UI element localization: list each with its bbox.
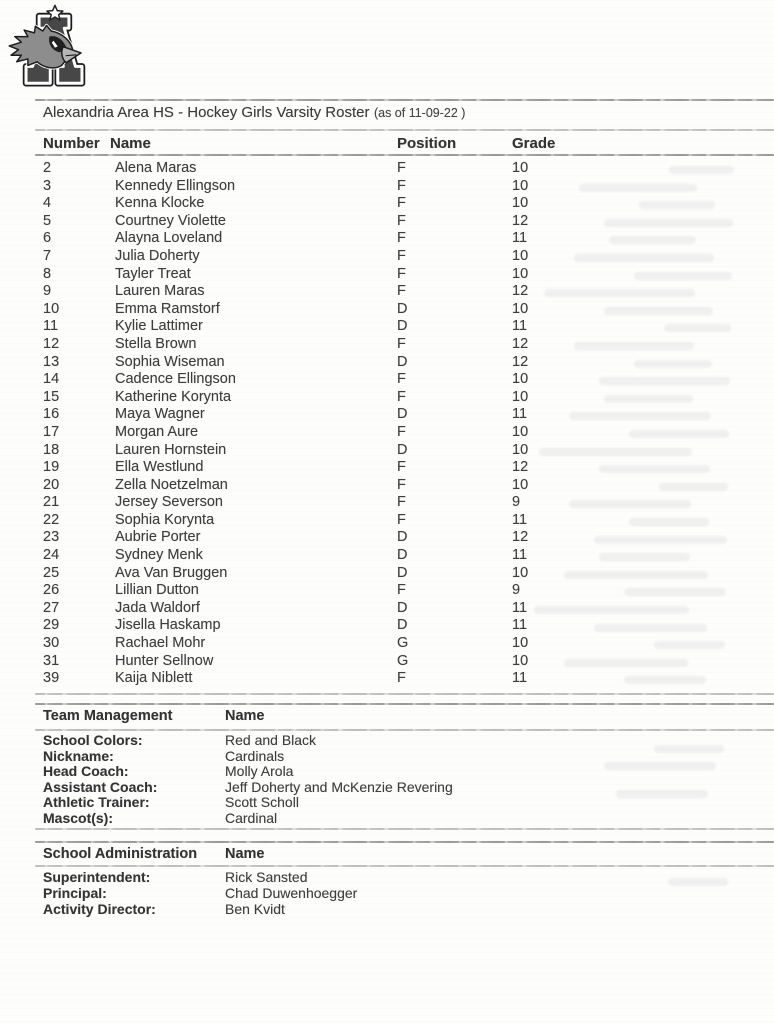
player-number: 17: [43, 423, 60, 440]
player-grade: 10: [512, 247, 529, 264]
player-grade: 10: [512, 476, 529, 493]
player-position: D: [397, 300, 408, 317]
player-position: F: [397, 177, 406, 194]
player-number: 2: [43, 160, 52, 176]
info-value: Ben Kvidt: [225, 901, 285, 917]
player-name: Morgan Aure: [115, 423, 199, 440]
player-grade: 11: [512, 547, 528, 564]
roster-row: [43, 512, 643, 530]
title-main: Alexandria Area HS - Hockey Girls Varsity Roster: [43, 104, 370, 121]
info-label: Assistant Coach:: [43, 778, 158, 795]
player-position: F: [397, 160, 406, 176]
player-position: D: [397, 441, 408, 458]
roster-row: [43, 283, 643, 301]
roster-row: [43, 178, 643, 196]
info-value: Cardinal: [225, 809, 278, 826]
player-name: Sydney Menk: [115, 547, 203, 564]
roster-row: [43, 213, 643, 231]
info-row: [43, 901, 683, 917]
info-row: [43, 749, 683, 765]
player-position: D: [397, 599, 408, 616]
header-number: Number: [43, 135, 100, 152]
player-position: F: [397, 511, 406, 528]
school-administration-header: [43, 846, 603, 862]
info-value: Jeff Doherty and McKenzie Revering: [225, 778, 453, 795]
player-name: Hunter Sellnow: [115, 652, 214, 669]
info-label: Head Coach:: [43, 763, 129, 780]
player-number: 3: [43, 177, 52, 194]
player-position: G: [397, 652, 409, 669]
player-name: Lauren Maras: [115, 283, 205, 300]
player-grade: 10: [512, 177, 529, 194]
player-number: 26: [43, 582, 60, 599]
roster-row: [43, 195, 643, 213]
roster-row: [43, 371, 643, 389]
player-name: Kenna Klocke: [115, 195, 205, 212]
player-number: 27: [43, 599, 60, 616]
player-position: F: [397, 582, 406, 599]
school-administration-list: [43, 869, 683, 917]
player-grade: 12: [512, 212, 529, 229]
player-number: 18: [43, 441, 60, 458]
school-logo: [6, 3, 102, 100]
player-number: 25: [43, 564, 60, 581]
roster-row: [43, 617, 643, 635]
info-row: [43, 764, 683, 780]
player-number: 39: [43, 670, 60, 687]
roster-row: [43, 160, 643, 178]
info-row: [43, 780, 683, 796]
roster-row: [43, 582, 643, 600]
info-row: [43, 733, 683, 749]
player-position: F: [397, 283, 406, 300]
name-column-label: Name: [225, 708, 265, 724]
player-name: Kaija Niblett: [115, 670, 193, 687]
player-position: D: [397, 353, 408, 370]
roster-row: [43, 230, 643, 248]
player-grade: 12: [512, 335, 529, 352]
roster-row: [43, 494, 643, 512]
player-number: 8: [43, 265, 52, 282]
roster-column-headers: [43, 135, 643, 152]
player-name: Lauren Hornstein: [115, 441, 227, 458]
player-grade: 11: [512, 230, 528, 247]
info-label: Superintendent:: [43, 869, 151, 885]
info-row: [43, 869, 683, 885]
player-grade: 10: [512, 441, 529, 458]
player-grade: 10: [512, 160, 529, 176]
player-grade: 9: [512, 494, 521, 511]
player-position: D: [397, 564, 408, 581]
player-name: Courtney Violette: [115, 212, 226, 229]
player-number: 6: [43, 230, 52, 247]
roster-row: [43, 354, 643, 372]
player-name: Julia Doherty: [115, 247, 200, 264]
player-position: D: [397, 617, 408, 634]
roster-row: [43, 406, 643, 424]
player-name: Kennedy Ellingson: [115, 177, 236, 194]
info-row: [43, 885, 683, 901]
player-number: 29: [43, 617, 60, 634]
player-grade: 9: [512, 582, 521, 599]
player-grade: 11: [512, 406, 528, 423]
player-number: 14: [43, 371, 60, 388]
player-grade: 11: [512, 511, 528, 528]
player-number: 11: [43, 318, 59, 335]
player-number: 22: [43, 511, 60, 528]
player-grade: 10: [512, 371, 529, 388]
player-position: F: [397, 423, 406, 440]
page-title: [43, 104, 465, 122]
player-position: F: [397, 670, 406, 687]
roster-table: [43, 160, 643, 688]
player-number: 24: [43, 547, 60, 564]
player-position: F: [397, 459, 406, 476]
player-name: Stella Brown: [115, 335, 197, 352]
player-name: Alena Maras: [115, 160, 197, 176]
roster-row: [43, 600, 643, 618]
roster-row: [43, 547, 643, 565]
player-number: 31: [43, 652, 60, 669]
player-grade: 11: [512, 599, 528, 616]
player-name: Rachael Mohr: [115, 635, 206, 652]
player-name: Sophia Korynta: [115, 511, 215, 528]
player-position: F: [397, 212, 406, 229]
player-grade: 10: [512, 423, 529, 440]
player-grade: 10: [512, 635, 529, 652]
player-position: F: [397, 265, 406, 282]
cardinal-block-a-logo: [6, 3, 102, 100]
roster-row: [43, 635, 643, 653]
player-grade: 11: [512, 318, 528, 335]
player-position: F: [397, 247, 406, 264]
player-grade: 12: [512, 459, 529, 476]
header-position: Position: [397, 135, 457, 152]
info-label: Athletic Trainer:: [43, 794, 150, 811]
player-position: F: [397, 195, 406, 212]
info-label: Nickname:: [43, 747, 114, 764]
section-title: School Administration: [43, 846, 198, 862]
player-name: Jersey Severson: [115, 494, 223, 511]
divider: [35, 703, 774, 705]
player-position: D: [397, 547, 408, 564]
player-position: F: [397, 335, 406, 352]
player-grade: 10: [512, 564, 529, 581]
player-number: 21: [43, 494, 60, 511]
player-name: Aubrie Porter: [115, 529, 201, 546]
header-name: Name: [110, 135, 151, 152]
player-name: Kylie Lattimer: [115, 318, 203, 335]
header-grade: Grade: [512, 135, 556, 152]
info-value: Rick Sansted: [225, 869, 308, 885]
player-grade: 10: [512, 652, 529, 669]
player-name: Lillian Dutton: [115, 582, 199, 599]
player-position: D: [397, 529, 408, 546]
player-number: 15: [43, 388, 60, 405]
info-label: Mascot(s):: [43, 809, 114, 826]
player-grade: 10: [512, 265, 529, 282]
info-value: Cardinals: [225, 747, 285, 764]
name-column-label: Name: [225, 846, 265, 862]
player-position: F: [397, 230, 406, 247]
divider: [35, 129, 774, 131]
roster-row: [43, 389, 643, 407]
divider: [35, 865, 774, 867]
roster-row: [43, 266, 643, 284]
player-number: 19: [43, 459, 60, 476]
roster-row: [43, 565, 643, 583]
divider: [35, 99, 774, 101]
player-grade: 12: [512, 283, 529, 300]
divider: [35, 841, 774, 843]
player-number: 16: [43, 406, 60, 423]
player-grade: 12: [512, 353, 529, 370]
roster-row: [43, 424, 643, 442]
player-name: Alayna Loveland: [115, 230, 223, 247]
player-number: 13: [43, 353, 60, 370]
player-number: 4: [43, 195, 52, 212]
player-position: F: [397, 371, 406, 388]
info-value: Chad Duwenhoegger: [225, 885, 358, 901]
player-position: G: [397, 635, 409, 652]
player-name: Maya Wagner: [115, 406, 205, 423]
player-grade: 12: [512, 529, 529, 546]
player-number: 23: [43, 529, 60, 546]
roster-row: [43, 336, 643, 354]
roster-row: [43, 248, 643, 266]
player-name: Emma Ramstorf: [115, 300, 220, 317]
player-grade: 11: [512, 617, 528, 634]
info-value: Scott Scholl: [225, 794, 299, 811]
roster-row: [43, 670, 643, 688]
player-name: Sophia Wiseman: [115, 353, 225, 370]
info-label: Activity Director:: [43, 901, 156, 917]
info-row: [43, 811, 683, 827]
player-number: 30: [43, 635, 60, 652]
player-grade: 10: [512, 300, 529, 317]
player-position: F: [397, 494, 406, 511]
player-grade: 11: [512, 670, 528, 687]
team-management-header: [43, 708, 603, 724]
player-name: Jada Waldorf: [115, 599, 200, 616]
player-name: Tayler Treat: [115, 265, 191, 282]
player-name: Ava Van Bruggen: [115, 564, 228, 581]
player-number: 12: [43, 335, 60, 352]
divider: [35, 154, 774, 156]
info-value: Molly Arola: [225, 763, 294, 780]
player-number: 9: [43, 283, 52, 300]
divider: [35, 828, 774, 830]
roster-row: [43, 529, 643, 547]
player-number: 5: [43, 212, 52, 229]
player-name: Ella Westlund: [115, 459, 204, 476]
player-name: Cadence Ellingson: [115, 371, 236, 388]
player-name: Katherine Korynta: [115, 388, 232, 405]
roster-row: [43, 653, 643, 671]
title-as-of-date: (as of 11-09-22 ): [373, 106, 466, 120]
roster-row: [43, 459, 643, 477]
player-position: D: [397, 318, 408, 335]
info-label: School Colors:: [43, 732, 143, 748]
player-number: 10: [43, 300, 60, 317]
player-name: Jisella Haskamp: [115, 617, 221, 634]
info-row: [43, 795, 683, 811]
player-grade: 10: [512, 195, 529, 212]
roster-row: [43, 318, 643, 336]
player-position: F: [397, 388, 406, 405]
section-title: Team Management: [43, 708, 173, 724]
divider: [35, 693, 774, 695]
player-number: 7: [43, 247, 52, 264]
info-value: Red and Black: [225, 732, 317, 748]
info-label: Principal:: [43, 885, 107, 901]
roster-row: [43, 301, 643, 319]
player-position: F: [397, 476, 406, 493]
team-management-list: [43, 733, 683, 827]
roster-row: [43, 477, 643, 495]
player-name: Zella Noetzelman: [115, 476, 228, 493]
roster-row: [43, 442, 643, 460]
player-position: D: [397, 406, 408, 423]
player-number: 20: [43, 476, 60, 493]
divider: [35, 729, 774, 731]
player-grade: 10: [512, 388, 529, 405]
